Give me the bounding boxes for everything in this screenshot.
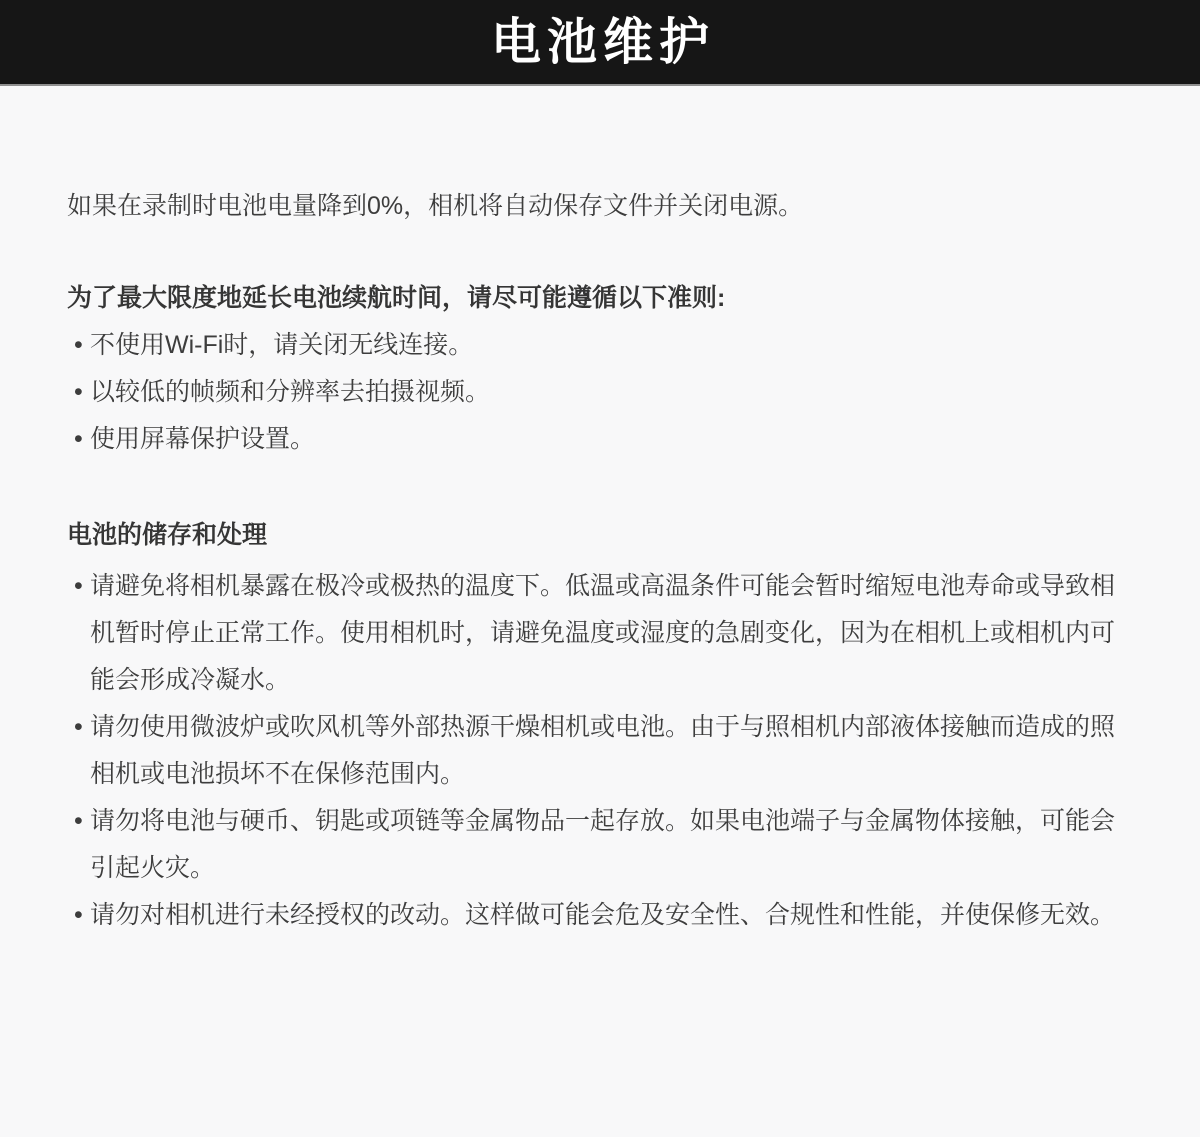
list-item: • 请勿对相机进行未经授权的改动。这样做可能会危及安全性、合规性和性能，并使保修无效。 (67, 892, 1135, 939)
list-item: • 不使用Wi-Fi时，请关闭无线连接。 (67, 322, 1135, 369)
section-heading-storage-handling: 电池的储存和处理 (67, 521, 268, 549)
page-title: 电池维护 (491, 14, 715, 70)
list-item: • 以较低的帧频和分辨率去拍摄视频。 (67, 369, 1135, 416)
list-item: • 使用屏幕保护设置。 (67, 416, 1135, 463)
intro-paragraph: 如果在录制时电池电量降到0%，相机将自动保存文件并关闭电源。 (67, 192, 804, 220)
list-item: • 请勿将电池与硬币、钥匙或项链等金属物品一起存放。如果电池端子与金属物体接触，可能会引起火灾。 (67, 798, 1135, 892)
section-battery-life-tips (67, 275, 1135, 463)
list-item: • 请勿使用微波炉或吹风机等外部热源干燥相机或电池。由于与照相机内部液体接触而造成的照相机或电池损坏不在保修范围内。 (67, 704, 1135, 798)
list-item: • 请避免将相机暴露在极冷或极热的温度下。低温或高温条件可能会暂时缩短电池寿命或导致相机暂时停止正常工作。使用相机时，请避免温度或湿度的急剧变化，因为在相机上或相机内可能会形成冷凝水。 (67, 563, 1135, 704)
section-storage-handling (67, 512, 1135, 939)
storage-handling-list (67, 559, 1135, 939)
page-header (0, 0, 1200, 86)
page-content (0, 86, 1200, 999)
section-heading-battery-life: 为了最大限度地延长电池续航时间，请尽可能遵循以下准则: (67, 284, 726, 312)
battery-life-tips-list (67, 322, 1135, 463)
